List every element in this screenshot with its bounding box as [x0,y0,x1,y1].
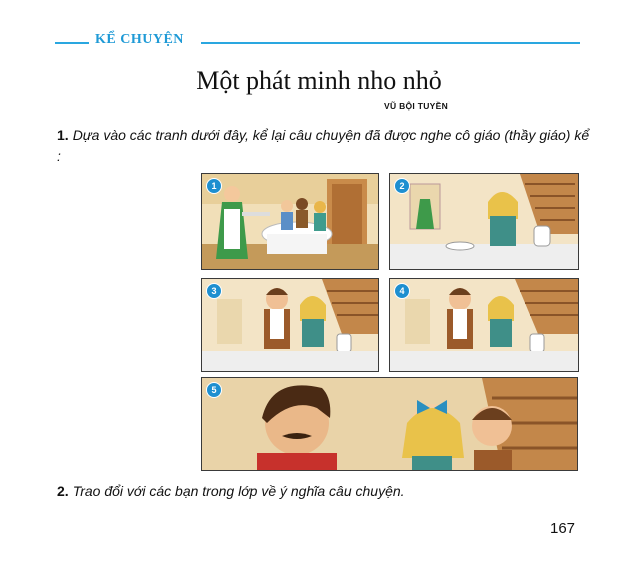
question-2-number: 2. [57,483,69,499]
illustration-panel-1 [201,173,379,270]
panel-3-number: 3 [206,283,222,299]
illustration-panel-2 [389,173,579,270]
panel-1-art [202,174,378,269]
panel-5-number: 5 [206,382,222,398]
section-header [55,30,580,52]
header-rule-left [55,42,89,44]
page-number: 167 [550,520,576,537]
story-author: VŨ BỘI TUYỀN [384,101,449,111]
section-label: KỂ CHUYỆN [95,32,184,47]
illustration-panel-5 [201,377,578,471]
question-1 [57,125,592,167]
panel-3-art [202,279,378,371]
story-title: Một phát minh nho nhỏ [196,66,442,95]
question-2 [57,481,592,502]
question-2-text: Trao đổi với các bạn trong lớp về ý nghĩa câu chuyện. [72,483,405,499]
panel-4-art [390,279,578,371]
illustration-panel-3 [201,278,379,372]
illustration-panel-4 [389,278,579,372]
panel-1-number: 1 [206,178,222,194]
panel-5-art [202,378,577,470]
question-1-number: 1. [57,127,69,143]
question-1-text: Dựa vào các tranh dưới đây, kể lại câu chuyện đã được nghe cô giáo (thầy giáo) kể : [57,127,590,164]
panel-4-number: 4 [394,283,410,299]
panel-2-art [390,174,578,269]
header-rule-right [201,42,580,44]
panel-2-number: 2 [394,178,410,194]
